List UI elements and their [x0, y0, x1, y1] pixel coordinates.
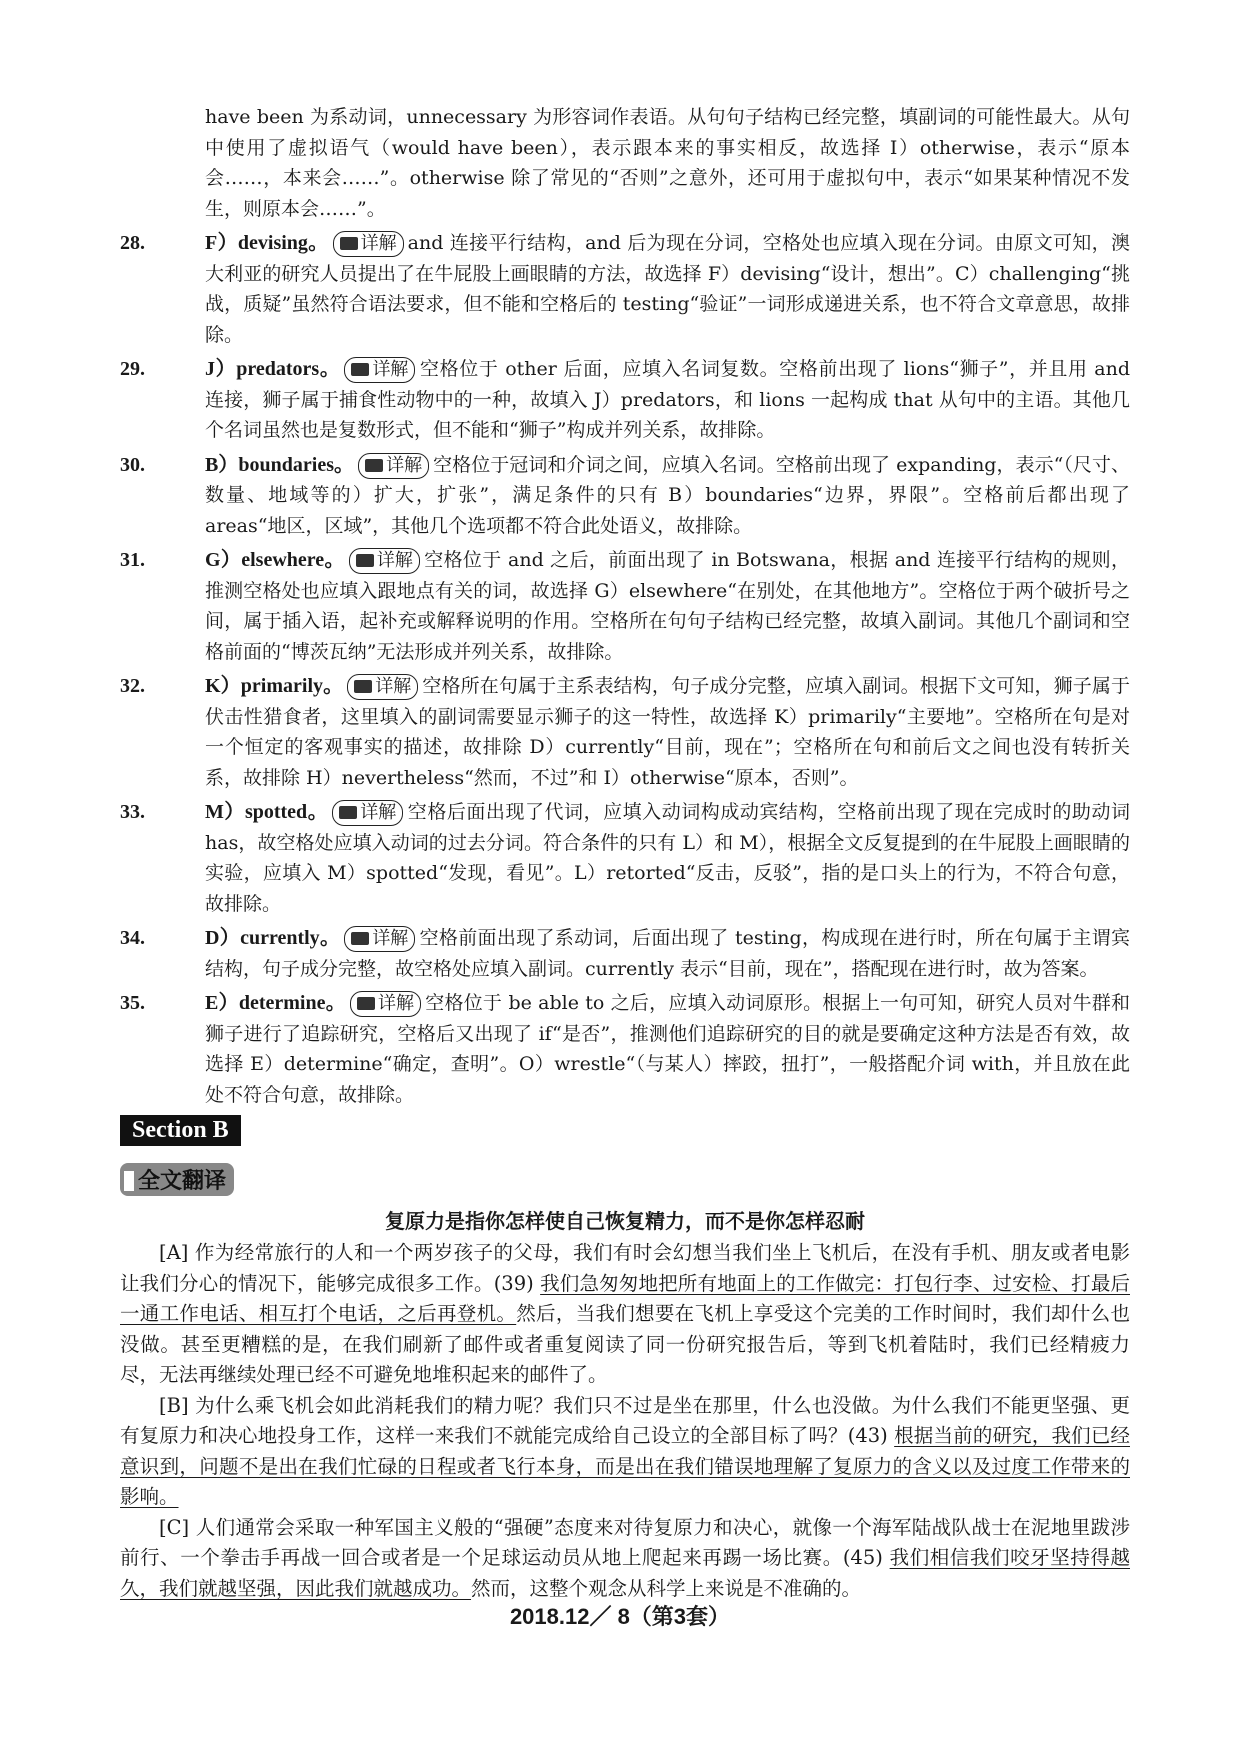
- item-text: 空格位于 other 后面，应填入名词复数。空格前出现了 lions“狮子”，并且用 and 连接，狮子属于捕食性动物中的一种，故填入 J）predators，和 lions 一起构成 that 从句中的主语。其他几个名词虽然也是复数形式，但不能和“狮子”构成并列关系，故排除。: [205, 358, 1130, 441]
- item-answer: E）determine。: [205, 992, 346, 1014]
- folder-icon: [340, 237, 358, 250]
- page-footer: 2018.12／ 8（第3套）: [509, 1604, 731, 1629]
- item-number: 35.: [120, 992, 145, 1014]
- item-answer: M）spotted。: [205, 801, 329, 823]
- explanation-item: [120, 797, 1130, 919]
- translation-body: [120, 1238, 1130, 1604]
- explanation-item: [120, 450, 1130, 542]
- folder-icon: [357, 997, 375, 1010]
- detail-badge: 详解: [349, 548, 420, 574]
- item-text: 空格位于冠词和介词之间，应填入名词。空格前出现了 expanding，表示“（尺寸、数量、地域等的）扩大，扩张”，满足条件的只有 B）boundaries“边界，界限”。空格前后都出现了 areas“地区，区域”，其他几个选项都不符合此处语义，故排除。: [205, 453, 1130, 537]
- folder-icon: [356, 554, 374, 567]
- item-text: 空格前面出现了系动词，后面出现了 testing，构成现在进行时，所在句属于主谓宾结构，句子成分完整，故空格处应填入副词。currently 表示“目前，现在”，搭配现在进行时，故为答案。: [205, 927, 1130, 980]
- detail-badge: 详解: [358, 453, 429, 479]
- item-number: 31.: [120, 549, 145, 571]
- item-text: 空格位于 and 之后，前面出现了 in Botswana，根据 and 连接平行结构的规则，推测空格处也应填入跟地点有关的词，故选择 G）elsewhere“在别处，在其他地方”。空格位于两个破折号之间，属于插入语，起补充或解释说明的作用。空格所在句句子结构已经完整，故填入副词。其他几个副词和空格前面的“博茨瓦纳”无法形成并列关系，故排除。: [205, 549, 1130, 663]
- item-answer: F）devising。: [205, 232, 329, 254]
- item-number: 34.: [120, 927, 145, 949]
- explanation-item: [120, 545, 1130, 667]
- translation-tag: 全文翻译: [120, 1163, 234, 1196]
- item-number: 33.: [120, 801, 145, 823]
- item-answer: B）boundaries。: [205, 453, 355, 476]
- text-segment: 然而，这整个观念从科学上来说是不准确的。: [471, 1576, 862, 1600]
- text-segment: 然后，当我们想要在飞机上享受这个完美的工作时间时，我们却什么也没做。甚至更糟糕的是，在我们刷新了邮件或者重复阅读了同一份研究报告后，等到飞机着陆时，我们已经精疲力尽，无法再继续处理已经不可避免地堆积起来的邮件了。: [120, 1302, 1130, 1386]
- item-text: 空格所在句属于主系表结构，句子成分完整，应填入副词。根据下文可知，狮子属于伏击性猎食者，这里填入的副词需要显示狮子的这一特性，故选择 K）primarily“主要地”。空格所在句是对一个恒定的客观事实的描述，故排除 D）currently“目前，现在”；空格所在句和前后文之间也没有转折关系，故排除 H）nevertheless“然而，不过”和 I）otherwise“原本，否则”。: [205, 675, 1130, 789]
- text-segment: [C] 人们通常会采取一种军国主义般的“强硬”态度来对待复原力和决心，就像一个海军陆战队战士在泥地里跋涉前行、一个拳击手再战一回合或者是一个足球运动员从地上爬起来再踢一场比赛。(45): [120, 1515, 1130, 1569]
- underlined-sentence: 我们相信我们咬牙坚持得越久，我们就越坚强，因此我们就越成功。: [120, 1546, 1130, 1600]
- item-number: 30.: [120, 453, 145, 476]
- item-answer: J）predators。: [205, 358, 341, 380]
- section-b-heading: Section B: [120, 1115, 241, 1146]
- folder-icon: [351, 932, 369, 945]
- detail-badge: 详解: [347, 674, 418, 700]
- detail-badge: 详解: [332, 800, 403, 826]
- item-answer: G）elsewhere。: [205, 549, 345, 571]
- item-text: 空格后面出现了代词，应填入动词构成动宾结构，空格前出现了现在完成时的助动词 has，故空格处应填入动词的过去分词。符合条件的只有 L）和 M），根据全文反复提到的在牛屁股上画眼睛的实验，应填入 M）spotted“发现，看见”。L）retorted“反击，反驳”，指的是口头上的行为，不符合句意，故排除。: [205, 801, 1130, 915]
- detail-badge: 详解: [344, 926, 415, 952]
- explanation-item: [120, 923, 1130, 984]
- detail-badge: 详解: [333, 231, 404, 257]
- item-number: 28.: [120, 232, 145, 254]
- folder-icon: [354, 680, 372, 693]
- explanation-item: [120, 671, 1130, 793]
- folder-icon: [351, 363, 369, 376]
- translation-paragraph: [120, 1391, 1130, 1513]
- detail-badge: 详解: [350, 991, 421, 1017]
- translation-paragraph: [120, 1238, 1130, 1391]
- item-number: 32.: [120, 675, 145, 697]
- explanation-item: [120, 988, 1130, 1110]
- detail-badge: 详解: [344, 357, 415, 383]
- translation-paragraph: [120, 1513, 1130, 1605]
- underlined-sentence: 根据当前的研究，我们已经意识到，问题不是出在我们忙碌的日程或者飞行本身，而是出在我们错误地理解了复原力的含义以及过度工作带来的影响。: [120, 1424, 1130, 1508]
- explanation-item: [120, 228, 1130, 350]
- folder-icon: [339, 806, 357, 819]
- folder-icon: [365, 459, 383, 472]
- explanation-item: [120, 354, 1130, 446]
- underlined-sentence: 我们急匆匆地把所有地面上的工作做完：打包行李、过安检、打最后一通工作电话、相互打个电话，之后再登机。: [120, 1271, 1130, 1325]
- item-answer: K）primarily。: [205, 675, 344, 697]
- text-segment: [A] 作为经常旅行的人和一个两岁孩子的父母，我们有时会幻想当我们坐上飞机后，在没有手机、朋友或者电影让我们分心的情况下，能够完成很多工作。(39): [120, 1241, 1130, 1295]
- item-answer: D）currently。: [205, 927, 341, 949]
- item-text: and 连接平行结构，and 后为现在分词，空格处也应填入现在分词。由原文可知，澳大利亚的研究人员提出了在牛屁股上画眼睛的方法，故选择 F）devising“设计，想出”。C）challenging“挑战，质疑”虽然符合语法要求，但不能和空格后的 testing“验证”一词形成递进关系，也不符合文章意思，故排除。: [205, 232, 1130, 346]
- text-segment: [B] 为什么乘飞机会如此消耗我们的精力呢？我们只不过是坐在那里，什么也没做。为什么我们不能更坚强、更有复原力和决心地投身工作，这样一来我们不就能完成给自己设立的全部目标了吗？(43): [120, 1393, 1130, 1447]
- answer-explanations: [120, 102, 1130, 1114]
- item-number: 29.: [120, 358, 145, 380]
- tag-marker-icon: [124, 1171, 134, 1191]
- item-text: 空格位于 be able to 之后，应填入动词原形。根据上一句可知，研究人员对牛群和狮子进行了追踪研究，空格后又出现了 if“是否”，推测他们追踪研究的目的就是要确定这种方法是否有效，故选择 E）determine“确定，查明”。O）wrestle“（与某人）摔跤，扭打”，一般搭配介词 with，并且放在此处不符合句意，故排除。: [205, 992, 1130, 1106]
- intro-paragraph: have been 为系动词，unnecessary 为形容词作表语。从句句子结构已经完整，填副词的可能性最大。从句中使用了虚拟语气（would have been），表示跟本来的事实相反，故选择 I）otherwise，表示“原本会……，本来会……”。otherwise 除了常见的“否则”之意外，还可用于虚拟句中，表示“如果某种情况不发生，则原本会……”。: [205, 106, 1130, 220]
- translation-title: 复原力是指你怎样使自己恢复精力，而不是你怎样忍耐: [385, 1209, 865, 1233]
